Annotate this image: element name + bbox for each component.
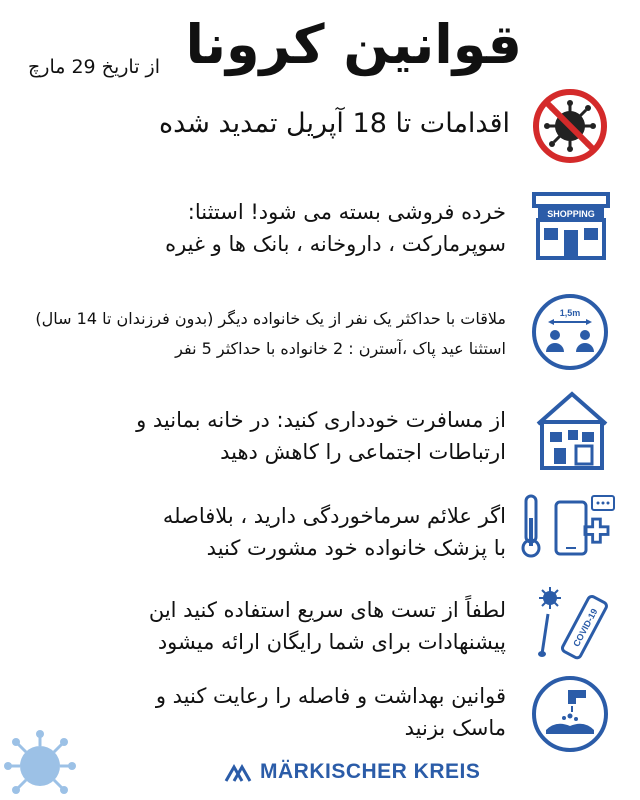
rule-line: لطفاً از تست های سریع استفاده کنید این [148, 598, 506, 622]
shopping-store-icon [530, 190, 612, 262]
rule-line: ارتباطات اجتماعی را کاهش دهید [220, 440, 506, 464]
rule-line: قوانین بهداشت و فاصله را رعایت کنید و [155, 684, 506, 708]
hand-washing-icon [530, 674, 610, 754]
page-title: قوانین کرونا [185, 13, 522, 76]
virus-decoration-icon [0, 718, 84, 800]
rule-line: استثنا عید پاک ،آسترن : 2 خانواده با حداکثر 5 نفر [175, 339, 506, 358]
rule-line: خرده فروشی بسته می شود! استثنا: [187, 200, 506, 224]
rule-retail [165, 196, 506, 260]
rule-line: ملاقات با حداکثر یک نفر از یک خانواده دیگر (بدون فرزندان تا 14 سال) [35, 309, 506, 328]
extension-notice: اقدامات تا 18 آپریل تمدید شده [158, 108, 510, 139]
date-subtitle: از تاریخ 29 مارچ [28, 56, 160, 78]
shopping-sign-label: SHOPPING [547, 209, 595, 219]
rule-symptoms [163, 500, 506, 564]
rapid-test-icon [532, 584, 612, 660]
rule-line: ماسک بزنید [404, 716, 506, 740]
covid-test-label: COVID-19 [571, 606, 600, 649]
rule-travel [136, 404, 506, 468]
rule-line: سوپرمارکت ، داروخانه ، بانک ها و غیره [165, 232, 506, 256]
rule-line: اگر علائم سرماخوردگی دارید ، بلافاصله [162, 504, 506, 528]
distance-people-icon [530, 292, 610, 372]
stay-home-icon [532, 388, 612, 472]
rule-line: با پزشک خانواده خود مشورت کنید [206, 536, 506, 560]
no-virus-icon [530, 86, 610, 166]
maerkischer-kreis-logo-icon [224, 761, 254, 783]
rule-line: از مسافرت خودداری کنید: در خانه بمانید و [136, 408, 506, 432]
footer-logo [224, 760, 480, 784]
rule-hygiene [156, 680, 506, 744]
rule-rapid-tests [149, 594, 506, 658]
footer-brand: MÄRKISCHER KREIS [260, 760, 481, 783]
thermometer-phone-doctor-icon [518, 492, 618, 558]
rule-visits [35, 304, 506, 364]
rule-line: پیشنهادات برای شما رایگان ارائه میشود [157, 630, 506, 654]
distance-label: 1,5m [559, 308, 581, 318]
